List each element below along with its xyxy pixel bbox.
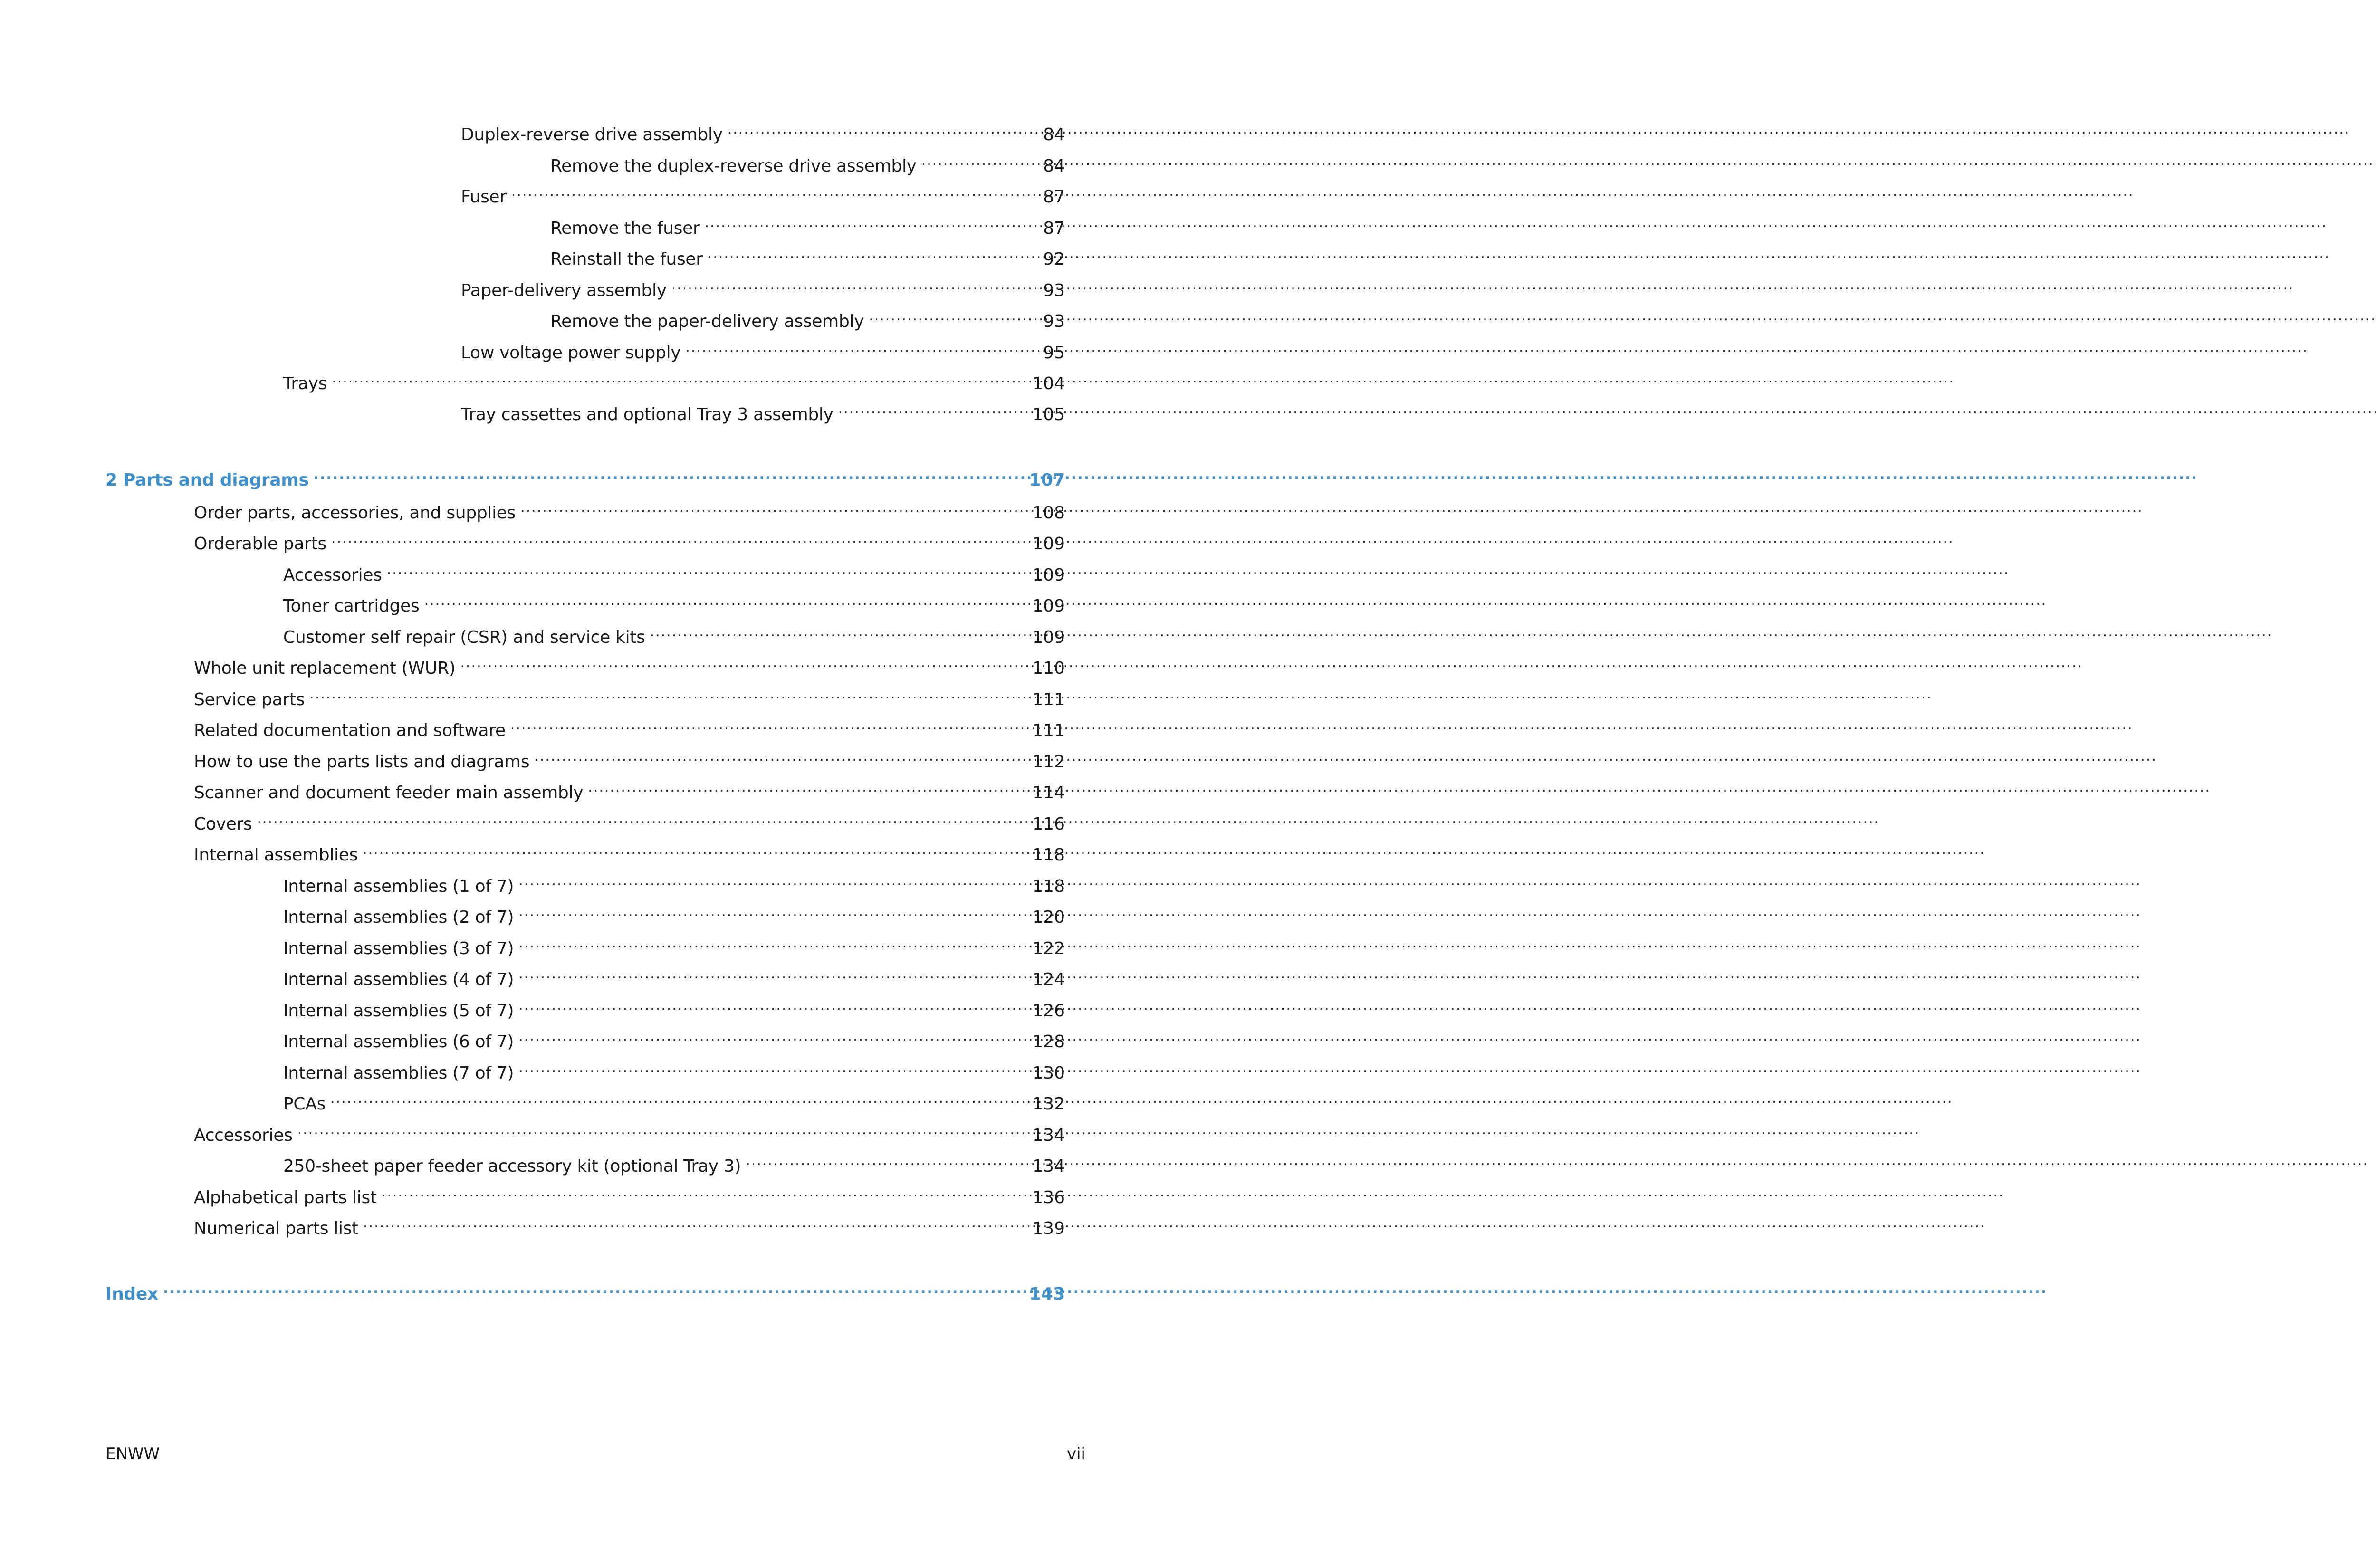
toc-entry[interactable]: [194, 682, 1065, 709]
toc-entry-title: Fuser: [461, 187, 507, 207]
toc-entry-title: 250-sheet paper feeder accessory kit (optional Tray 3): [283, 1157, 741, 1176]
toc-entry-page: 84: [1043, 125, 1065, 144]
toc-entry-title: Orderable parts: [194, 534, 326, 554]
dot-leader: [708, 242, 1032, 265]
toc-entry-title: PCAs: [283, 1094, 326, 1114]
dot-leader: [309, 682, 1027, 705]
toc-entry-page: 132: [1032, 1094, 1065, 1114]
toc-entry[interactable]: [194, 775, 1065, 803]
toc-entry[interactable]: [194, 496, 1065, 523]
dot-leader: [382, 1180, 1028, 1203]
dot-leader: [518, 931, 1027, 954]
toc-entry[interactable]: [194, 1180, 1065, 1207]
toc-entry-page: 108: [1032, 503, 1065, 523]
dot-leader: [331, 526, 1027, 549]
footer-doc-code: ENWW: [105, 1444, 160, 1463]
toc-entry-page: 87: [1043, 219, 1065, 238]
toc-entry[interactable]: [194, 838, 1065, 865]
dot-leader: [511, 180, 1032, 202]
toc-entry-page: 109: [1032, 628, 1065, 647]
toc-entry-page: 109: [1032, 534, 1065, 554]
toc-entry-title: Duplex-reverse drive assembly: [461, 125, 723, 144]
toc-entry-title: Internal assemblies (4 of 7): [283, 970, 514, 989]
toc-entry-title: Toner cartridges: [283, 596, 420, 616]
toc-entry[interactable]: [283, 900, 1065, 927]
footer-page-number: vii: [1066, 1444, 1085, 1463]
toc-entry-page: 104: [1032, 374, 1065, 393]
toc-entry-title: Remove the paper-delivery assembly: [550, 312, 864, 331]
toc-entry[interactable]: [194, 526, 1065, 554]
toc-entry-page: 92: [1043, 249, 1065, 269]
toc-entry-page: 87: [1043, 187, 1065, 207]
toc-entry-page: 139: [1032, 1219, 1065, 1238]
toc-entry-title: Accessories: [283, 565, 382, 585]
toc-entry[interactable]: [194, 713, 1065, 740]
toc-entry[interactable]: [283, 994, 1065, 1021]
toc-entry[interactable]: [194, 807, 1065, 834]
toc-entry[interactable]: [194, 651, 1065, 678]
dot-leader: [588, 775, 1027, 798]
dot-leader: [518, 962, 1027, 985]
toc-index-page: 143: [1029, 1284, 1065, 1304]
toc-entry[interactable]: [283, 1087, 1065, 1114]
toc-entry-page: 122: [1032, 939, 1065, 958]
toc-entry-page: 134: [1032, 1126, 1065, 1145]
toc-entry-page: 111: [1032, 721, 1065, 740]
dot-leader: [163, 1277, 1025, 1300]
toc-entry-title: Whole unit replacement (WUR): [194, 659, 456, 678]
toc-entry-title: Internal assemblies (5 of 7): [283, 1001, 514, 1021]
toc-index-title: Index: [105, 1284, 158, 1304]
toc-entry-title: Related documentation and software: [194, 721, 506, 740]
dot-leader: [518, 869, 1027, 892]
dot-leader: [650, 620, 1028, 643]
toc-entry[interactable]: [461, 211, 1065, 238]
dot-leader: [314, 463, 1025, 486]
dot-leader: [518, 994, 1027, 1016]
toc-entry[interactable]: [194, 1211, 1065, 1238]
toc-entry-page: 116: [1032, 814, 1065, 834]
toc-entry-title: Customer self repair (CSR) and service kits: [283, 628, 645, 647]
dot-leader: [330, 1087, 1027, 1109]
toc-entry-page: 105: [1032, 405, 1065, 424]
toc-entry-title: Internal assemblies (7 of 7): [283, 1063, 514, 1083]
toc-entry-title: Trays: [283, 374, 327, 393]
toc-entry-page: 112: [1032, 752, 1065, 772]
toc-entry[interactable]: [283, 558, 1065, 585]
toc-entry-page: 84: [1043, 156, 1065, 176]
dot-leader: [363, 1211, 1027, 1234]
toc-entry[interactable]: [194, 745, 1065, 772]
toc-entry[interactable]: [461, 304, 1065, 331]
toc-entry-page: 111: [1032, 690, 1065, 709]
toc-entry[interactable]: [461, 335, 1065, 363]
toc-entry-title: Remove the duplex-reverse drive assembly: [550, 156, 917, 176]
dot-leader: [704, 211, 1032, 234]
dot-leader: [746, 1149, 1027, 1172]
toc-entry-page: 95: [1043, 343, 1065, 363]
toc-entry[interactable]: [283, 589, 1065, 616]
toc-entry[interactable]: [461, 149, 1065, 176]
toc-entry-page: 93: [1043, 281, 1065, 300]
toc-entry-title: Numerical parts list: [194, 1219, 358, 1238]
toc-entry-page: 109: [1032, 596, 1065, 616]
dot-leader: [387, 558, 1028, 581]
toc-entry-title: Scanner and document feeder main assembly: [194, 783, 584, 803]
toc-entry[interactable]: [461, 397, 1065, 424]
toc-entry-title: Alphabetical parts list: [194, 1188, 377, 1207]
dot-leader: [838, 397, 1028, 420]
toc-entry-title: Internal assemblies: [194, 845, 358, 865]
toc-entry-title: Remove the fuser: [550, 219, 700, 238]
dot-leader: [460, 651, 1027, 674]
toc-chapter-title: 2 Parts and diagrams: [105, 470, 309, 490]
toc-chapter-entry[interactable]: [105, 463, 1065, 490]
toc-entry[interactable]: [283, 869, 1065, 896]
toc-entry-page: 126: [1032, 1001, 1065, 1021]
dot-leader: [520, 496, 1027, 518]
toc-entry[interactable]: [194, 1118, 1065, 1145]
toc-entry-page: 128: [1032, 1032, 1065, 1052]
dot-leader: [257, 807, 1027, 830]
dot-leader: [518, 1056, 1027, 1079]
toc-entry[interactable]: [283, 1149, 1065, 1176]
dot-leader: [297, 1118, 1028, 1141]
dot-leader: [728, 117, 1032, 140]
dot-leader: [518, 900, 1027, 923]
toc-entry[interactable]: [283, 366, 1065, 393]
toc-entry-title: Accessories: [194, 1126, 293, 1145]
toc-entry-page: 93: [1043, 312, 1065, 331]
toc-entry[interactable]: [461, 180, 1065, 207]
dot-leader: [363, 838, 1027, 860]
toc-entry-title: Internal assemblies (3 of 7): [283, 939, 514, 958]
toc-entry-title: Internal assemblies (2 of 7): [283, 908, 514, 927]
toc-entry-page: 118: [1032, 877, 1065, 896]
dot-leader: [921, 149, 1032, 172]
toc-entry-title: Low voltage power supply: [461, 343, 681, 363]
toc-entry-page: 109: [1032, 565, 1065, 585]
toc-entry[interactable]: [283, 962, 1065, 989]
toc-entry-page: 124: [1032, 970, 1065, 989]
toc-entry-page: 114: [1032, 783, 1065, 803]
toc-entry[interactable]: [283, 1056, 1065, 1083]
dot-leader: [518, 1024, 1027, 1047]
dot-leader: [424, 589, 1028, 612]
toc-entry[interactable]: [283, 620, 1065, 647]
toc-entry-title: Tray cassettes and optional Tray 3 assembly: [461, 405, 834, 424]
toc-entry-title: Internal assemblies (1 of 7): [283, 877, 514, 896]
dot-leader: [685, 335, 1032, 358]
toc-entry-page: 130: [1032, 1063, 1065, 1083]
dot-leader: [671, 273, 1032, 296]
toc-entry-title: Covers: [194, 814, 252, 834]
toc-entry-page: 118: [1032, 845, 1065, 865]
toc-entry-page: 110: [1032, 659, 1065, 678]
toc-entry-page: 136: [1032, 1188, 1065, 1207]
toc-entry[interactable]: [461, 273, 1065, 300]
toc-entry-title: Paper-delivery assembly: [461, 281, 667, 300]
toc-entry-title: How to use the parts lists and diagrams: [194, 752, 530, 772]
dot-leader: [510, 713, 1027, 736]
toc-index-entry[interactable]: [105, 1277, 1065, 1304]
dot-leader: [869, 304, 1032, 327]
toc-entry-page: 134: [1032, 1157, 1065, 1176]
toc-entry-title: Order parts, accessories, and supplies: [194, 503, 516, 523]
dot-leader: [534, 745, 1027, 767]
toc-entry-page: 120: [1032, 908, 1065, 927]
toc-entry[interactable]: [283, 931, 1065, 958]
toc-entry[interactable]: [461, 117, 1065, 144]
toc-entry[interactable]: [461, 242, 1065, 269]
dot-leader: [332, 366, 1027, 389]
toc-chapter-page: 107: [1029, 470, 1065, 490]
toc-entry[interactable]: [283, 1024, 1065, 1052]
toc-entry-title: Service parts: [194, 690, 305, 709]
toc-entry-title: Internal assemblies (6 of 7): [283, 1032, 514, 1052]
toc-entry-title: Reinstall the fuser: [550, 249, 703, 269]
